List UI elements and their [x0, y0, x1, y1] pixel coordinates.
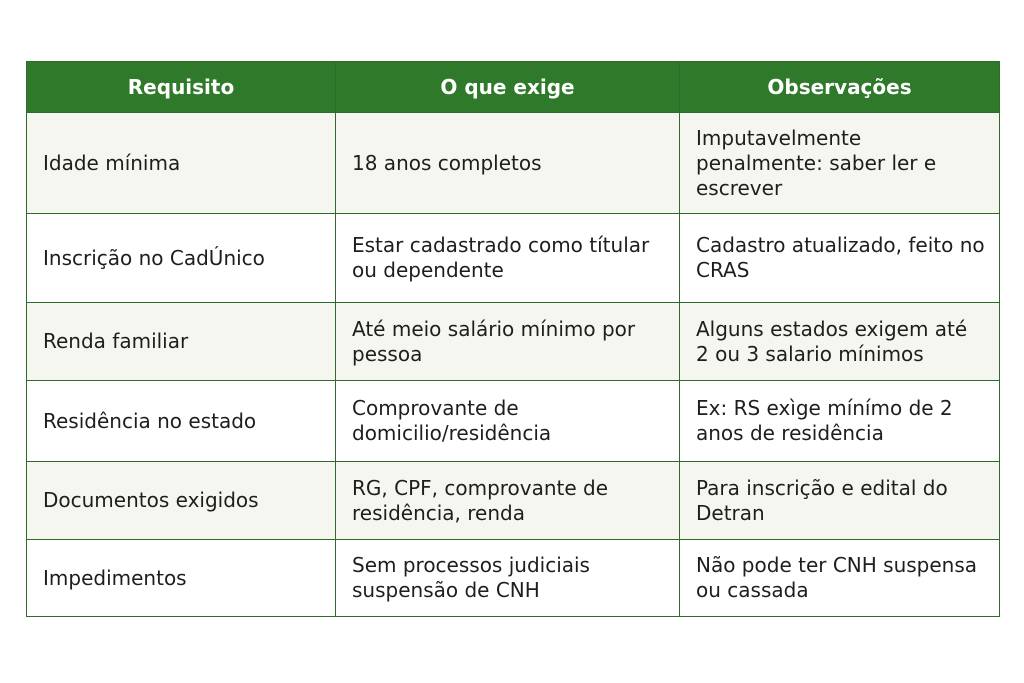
- cell-requisito: Idade mínima: [27, 113, 336, 214]
- header-observacoes: Observações: [680, 62, 1000, 113]
- table-row: [27, 540, 1000, 617]
- cell-observacoes: Imputavelmente penalmente: saber ler e escrever: [680, 113, 1000, 214]
- cell-exige: Estar cadastrado como títular ou dependente: [336, 214, 680, 303]
- table-row: [27, 381, 1000, 462]
- header-o-que-exige: O que exige: [336, 62, 680, 113]
- cell-requisito: Residência no estado: [27, 381, 336, 462]
- cell-observacoes: Não pode ter CNH suspensa ou cassada: [680, 540, 1000, 617]
- requirements-table: [26, 61, 1000, 617]
- table-row: [27, 462, 1000, 540]
- cell-observacoes: Ex: RS exìge mínímo de 2 anos de residência: [680, 381, 1000, 462]
- cell-exige: RG, CPF, comprovante de residência, renda: [336, 462, 680, 540]
- table-row: [27, 303, 1000, 381]
- requirements-table-container: [26, 61, 999, 617]
- table-body: [27, 113, 1000, 617]
- table-row: [27, 214, 1000, 303]
- cell-requisito: Renda familiar: [27, 303, 336, 381]
- header-row: [27, 62, 1000, 113]
- cell-observacoes: Para inscrição e edital do Detran: [680, 462, 1000, 540]
- cell-exige: 18 anos completos: [336, 113, 680, 214]
- cell-exige: Sem processos judiciais suspensão de CNH: [336, 540, 680, 617]
- cell-exige: Até meio salário mínimo por pessoa: [336, 303, 680, 381]
- cell-exige: Comprovante de domicilio/residência: [336, 381, 680, 462]
- cell-requisito: Inscrição no CadÚnico: [27, 214, 336, 303]
- header-requisito: Requisito: [27, 62, 336, 113]
- table-header: [27, 62, 1000, 113]
- table-row: [27, 113, 1000, 214]
- cell-observacoes: Cadastro atualizado, feito no CRAS: [680, 214, 1000, 303]
- cell-observacoes: Alguns estados exigem até 2 ou 3 salario mínimos: [680, 303, 1000, 381]
- cell-requisito: Impedimentos: [27, 540, 336, 617]
- cell-requisito: Documentos exigidos: [27, 462, 336, 540]
